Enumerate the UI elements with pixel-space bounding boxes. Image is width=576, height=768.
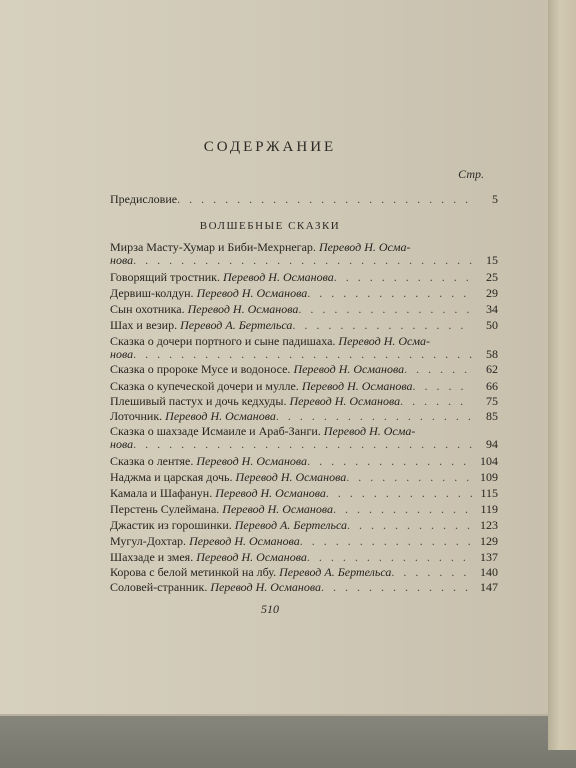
- toc-entry: [110, 241, 498, 267]
- toc-entry: [110, 303, 498, 316]
- entry-page: 129: [480, 534, 498, 548]
- entry-translator: Перевод Н. Османова: [301, 379, 413, 393]
- entry-title: Лоточник.: [110, 409, 163, 423]
- entry-title: Сказка о лентяе.: [110, 454, 194, 468]
- entry-title: Джастик из горошинки.: [110, 518, 232, 532]
- entry-translator: Перевод Н. Османова: [215, 486, 326, 500]
- entry-translator: Перевод Н. Османова: [223, 270, 334, 284]
- entry-translator: Перевод А. Бертельса: [234, 518, 348, 532]
- contents-heading: СОДЕРЖАНИЕ: [203, 139, 337, 155]
- toc-entry: [110, 455, 498, 468]
- toc-entry: [110, 410, 498, 423]
- entry-title: Камала и Шафанун.: [110, 486, 213, 500]
- entry-title: Наджма и царская дочь.: [110, 470, 233, 484]
- entry-page: 58: [486, 347, 498, 361]
- leader-dots: [276, 410, 472, 423]
- leader-dots: [334, 271, 472, 284]
- entry-translator: Перевод Н. Османова: [187, 302, 299, 316]
- toc-entry: [110, 363, 498, 376]
- leader-dots: [133, 438, 472, 451]
- entry-translator: Перевод Н. Османова: [235, 470, 347, 484]
- entry-translator: Перевод А. Бертельса: [279, 565, 392, 579]
- entry-page: 25: [486, 270, 498, 284]
- entry-page: 85: [486, 409, 498, 423]
- leader-dots: [333, 503, 472, 516]
- entry-title: Перстень Сулеймана.: [110, 502, 220, 516]
- entry-page: 29: [486, 286, 498, 300]
- entry-title: Сказка о шахзаде Исмаиле и Араб-Занги.: [110, 424, 321, 438]
- entry-title: Сын охотника.: [110, 302, 185, 316]
- entry-translator: Перевод Н. Осма-: [338, 334, 430, 348]
- toc-entry: [110, 487, 498, 500]
- leader-dots: [391, 566, 472, 579]
- entry-title: Мугул-Дохтар.: [110, 534, 187, 548]
- toc-entry: [110, 535, 498, 548]
- toc-entry: [110, 395, 498, 408]
- entry-translator: Перевод Н. Османова: [222, 502, 333, 516]
- toc-entry: [110, 519, 498, 532]
- entry-title: Предисловие: [110, 192, 178, 206]
- toc-entry: [110, 425, 498, 451]
- entry-page: 5: [492, 192, 498, 206]
- leader-dots: [300, 535, 472, 548]
- leader-dots: [400, 395, 472, 408]
- entry-translator-cont: нова: [110, 437, 134, 451]
- entry-page: 34: [486, 302, 498, 316]
- entry-page: 109: [480, 470, 498, 484]
- entry-page: 104: [480, 454, 498, 468]
- entry-translator: Перевод Н. Османова: [210, 580, 321, 594]
- entry-page: 66: [486, 379, 498, 393]
- entry-page: 75: [486, 394, 498, 408]
- toc-entry: [110, 335, 498, 361]
- page-number: 510: [261, 602, 279, 616]
- book-spine: [548, 0, 576, 750]
- leader-dots: [177, 193, 472, 206]
- entry-page: 123: [480, 518, 498, 532]
- leader-dots: [298, 303, 472, 316]
- section-title: ВОЛШЕБНЫЕ СКАЗКИ: [199, 220, 341, 232]
- toc-entry: [110, 319, 498, 332]
- toc-entry: [110, 471, 498, 484]
- entry-page: 147: [480, 580, 498, 594]
- leader-dots: [307, 287, 472, 300]
- toc-entry: [110, 581, 498, 594]
- toc-entry: [110, 287, 498, 300]
- leader-dots: [321, 581, 472, 594]
- entry-title: Корова с белой метинкой на лбу.: [110, 565, 277, 579]
- entry-page: 94: [486, 437, 498, 451]
- leader-dots: [404, 363, 472, 376]
- entry-translator: Перевод Н. Османова: [165, 409, 276, 423]
- entry-page: 140: [480, 565, 498, 579]
- entry-translator: Перевод Н. Осма-: [323, 424, 416, 438]
- entry-translator: Перевод Н. Османова: [196, 286, 308, 300]
- toc-entry: [110, 271, 498, 284]
- entry-translator-cont: нова: [110, 347, 134, 361]
- entry-translator: Перевод Н. Османова: [289, 394, 401, 408]
- toc-entry-preface: [110, 193, 498, 206]
- leader-dots: [346, 471, 472, 484]
- entry-translator-cont: нова: [110, 253, 134, 267]
- entry-title: Говорящий тростник.: [110, 270, 221, 284]
- entry-title: Соловей-странник.: [110, 580, 208, 594]
- entry-translator: Перевод Н. Османова: [196, 454, 308, 468]
- entry-title: Мирза Масту-Хумар и Биби-Мехрнегар.: [110, 240, 316, 254]
- entry-title: Сказка о пророке Мусе и водоносе.: [110, 362, 291, 376]
- entry-title: Сказка о купеческой дочери и мулле.: [110, 379, 299, 393]
- entry-title: Шах и везир.: [110, 318, 178, 332]
- toc-entry: [110, 380, 498, 393]
- entry-title: Шахзаде и змея.: [110, 550, 194, 564]
- entry-translator: Перевод А. Бертельса: [180, 318, 293, 332]
- entry-translator: Перевод Н. Османова: [196, 550, 307, 564]
- leader-dots: [133, 348, 472, 361]
- leader-dots: [347, 519, 472, 532]
- page-column-label: Стр.: [458, 167, 484, 181]
- entry-page: 137: [480, 550, 498, 564]
- toc-entry: [110, 566, 498, 579]
- leader-dots: [326, 487, 472, 500]
- leader-dots: [413, 380, 473, 393]
- leader-dots: [307, 455, 472, 468]
- entry-page: 115: [480, 486, 498, 500]
- leader-dots: [307, 551, 472, 564]
- entry-page: 119: [480, 502, 498, 516]
- entry-translator: Перевод Н. Османова: [189, 534, 300, 548]
- entry-translator: Перевод Н. Османова: [293, 362, 405, 376]
- entry-translator: Перевод Н. Осма-: [318, 240, 411, 254]
- entry-title: Плешивый пастух и дочь кедхуды.: [110, 394, 287, 408]
- entry-page: 15: [486, 253, 498, 267]
- entry-title: Сказка о дочери портного и сыне падишаха.: [110, 334, 336, 348]
- entry-page: 50: [486, 318, 498, 332]
- toc-entry: [110, 551, 498, 564]
- leader-dots: [292, 319, 472, 332]
- entry-page: 62: [486, 362, 498, 376]
- toc-entry: [110, 503, 498, 516]
- leader-dots: [133, 254, 472, 267]
- entry-title: Дервиш-колдун.: [110, 286, 194, 300]
